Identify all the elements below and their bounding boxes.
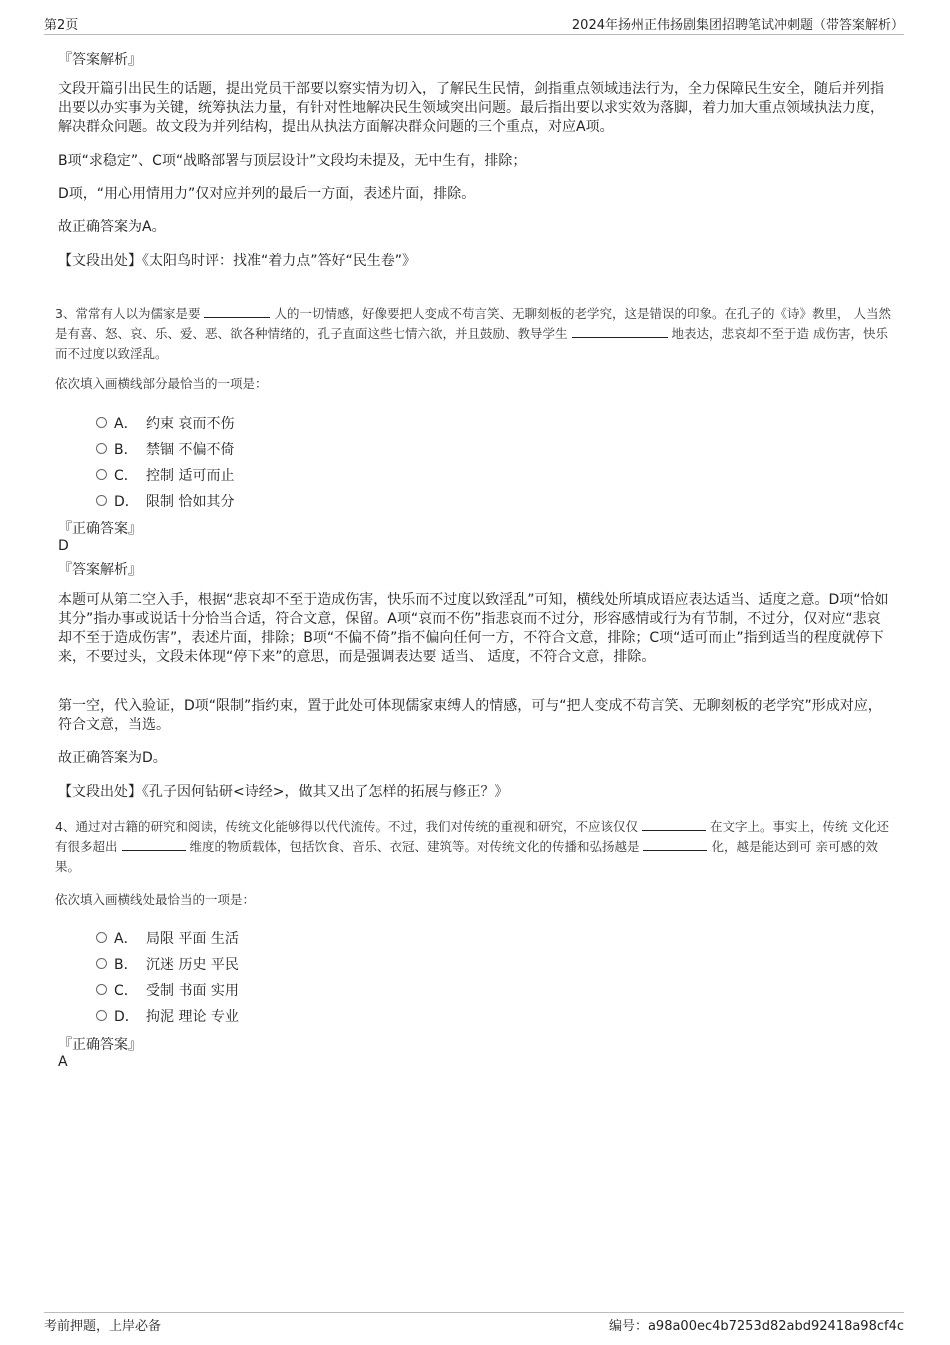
question-prompt: 依次填入画横线部分最恰当的一项是： xyxy=(55,376,268,391)
answer-statement: 故正确答案为D。 xyxy=(58,750,167,766)
radio-icon[interactable] xyxy=(96,984,107,995)
fill-blank xyxy=(642,818,706,831)
analysis-paragraph: 文段开篇引出民生的话题，提出党员干部要以察实情为切入，了解民生民情，剑指重点领域违法行为，全力保障民生安全，随后并列指出要以办实事为关键，统筹执法力量，有针对性地解决民生领域突出问题。最后指出要以求实效为落脚，着力加大重点领域执法力度，解决群众问题。故文段为并列结构，提出从执法方面解决群众问题的三个重点，对应A项。 xyxy=(58,81,884,135)
fill-blank xyxy=(643,838,707,851)
answer-statement: 故正确答案为A。 xyxy=(58,219,166,235)
fill-blank xyxy=(204,305,270,318)
source-citation: 【文段出处】《孔子因何钻研<诗经>，做其又出了怎样的拓展与修正？》 xyxy=(58,784,509,800)
analysis-paragraph: 本题可从第二空入手，根据“悲哀却不至于造成伤害，快乐而不过度以致淫乱”可知，横线处所填成语应表达适当、适度之意。D项“恰如其分”指办事或说话十分恰当合适，符合文意，保留。A项“哀而不伤”指悲哀而不过分，形容感情或行为有节制，不过分，仅对应“悲哀却不至于造成伤害”，表述片面，排除；B项“不偏不倚”指不偏向任何一方，不符合文意，排除；C项“适可而止”指到适当的程度就停下来，不要过头，文段未体现“停下来”的意思，而是强调表达要 适当、 适度，不符合文意，排除。 xyxy=(58,592,889,665)
option-a[interactable]: A． 约束 哀而不伤 xyxy=(96,413,296,433)
document-id: 编号：a98a00ec4b7253d82abd92418a98cf4c xyxy=(608,1319,904,1334)
correct-answer-label: 『正确答案』 xyxy=(58,521,142,537)
radio-icon[interactable] xyxy=(96,469,107,480)
page-header xyxy=(44,12,904,35)
radio-icon[interactable] xyxy=(96,417,107,428)
footer-slogan: 考前押题，上岸必备 xyxy=(44,1319,162,1334)
source-citation: 【文段出处】《太阳鸟时评：找准“着力点”答好“民生卷”》 xyxy=(58,253,417,269)
fill-blank xyxy=(122,838,186,851)
radio-icon[interactable] xyxy=(96,1010,107,1021)
option-d[interactable]: D． 拘泥 理论 专业 xyxy=(96,1006,296,1026)
analysis-label: 『答案解析』 xyxy=(58,52,142,68)
option-d[interactable]: D． 限制 恰如其分 xyxy=(96,491,296,511)
document-title: 2024年扬州正伟扬剧集团招聘笔试冲刺题（带答案解析） xyxy=(571,18,904,33)
fill-blank xyxy=(572,325,668,338)
radio-icon[interactable] xyxy=(96,443,107,454)
analysis-paragraph: B项“求稳定”、C项“战略部署与顶层设计”文段均未提及，无中生有，排除； xyxy=(58,153,527,169)
radio-icon[interactable] xyxy=(96,495,107,506)
radio-icon[interactable] xyxy=(96,958,107,969)
radio-icon[interactable] xyxy=(96,932,107,943)
analysis-label: 『答案解析』 xyxy=(58,562,142,578)
option-b[interactable]: B． 沉迷 历史 平民 xyxy=(96,954,296,974)
option-c[interactable]: C． 控制 适可而止 xyxy=(96,465,296,485)
correct-answer: A xyxy=(58,1054,68,1070)
option-b[interactable]: B． 禁锢 不偏不倚 xyxy=(96,439,296,459)
analysis-paragraph: D项，“用心用情用力”仅对应并列的最后一方面，表述片面，排除。 xyxy=(58,186,476,202)
question-prompt: 依次填入画横线处最恰当的一项是： xyxy=(55,892,256,907)
question-text: 4、通过对古籍的研究和阅读，传统文化能够得以代代流传。不过，我们对传统的重视和研究，不应该仅仅 在文字上。事实上，传统 文化还有很多超出 维度的物质载体，包括饮食、音乐、衣冠、建筑等。对传统文化的传播和弘扬越是 化，越是能达到可 亲可感的效果。 xyxy=(55,819,889,874)
correct-answer-label: 『正确答案』 xyxy=(58,1037,142,1053)
page-footer xyxy=(44,1312,904,1335)
question-text: 3、常常有人以为儒家是要 人的一切情感，好像要把人变成不苟言笑、无聊刻板的老学究，这是错误的印象。在孔子的《诗》教里， 人当然是有喜、怒、哀、乐、爱、恶、欲各种情绪的，孔子直面这些七情六欲，并且鼓励、教导学生 地表达，悲哀却不至于造 成伤害，快乐而不过度以致淫乱。 xyxy=(55,306,891,361)
analysis-paragraph: 第一空，代入验证，D项“限制”指约束，置于此处可体现儒家束缚人的情感，可与“把人变成不苟言笑、无聊刻板的老学究”形成对应，符合文意，当选。 xyxy=(58,698,882,733)
page-number: 第2页 xyxy=(44,18,79,33)
correct-answer: D xyxy=(58,538,69,554)
option-a[interactable]: A． 局限 平面 生活 xyxy=(96,928,296,948)
option-c[interactable]: C． 受制 书面 实用 xyxy=(96,980,296,1000)
